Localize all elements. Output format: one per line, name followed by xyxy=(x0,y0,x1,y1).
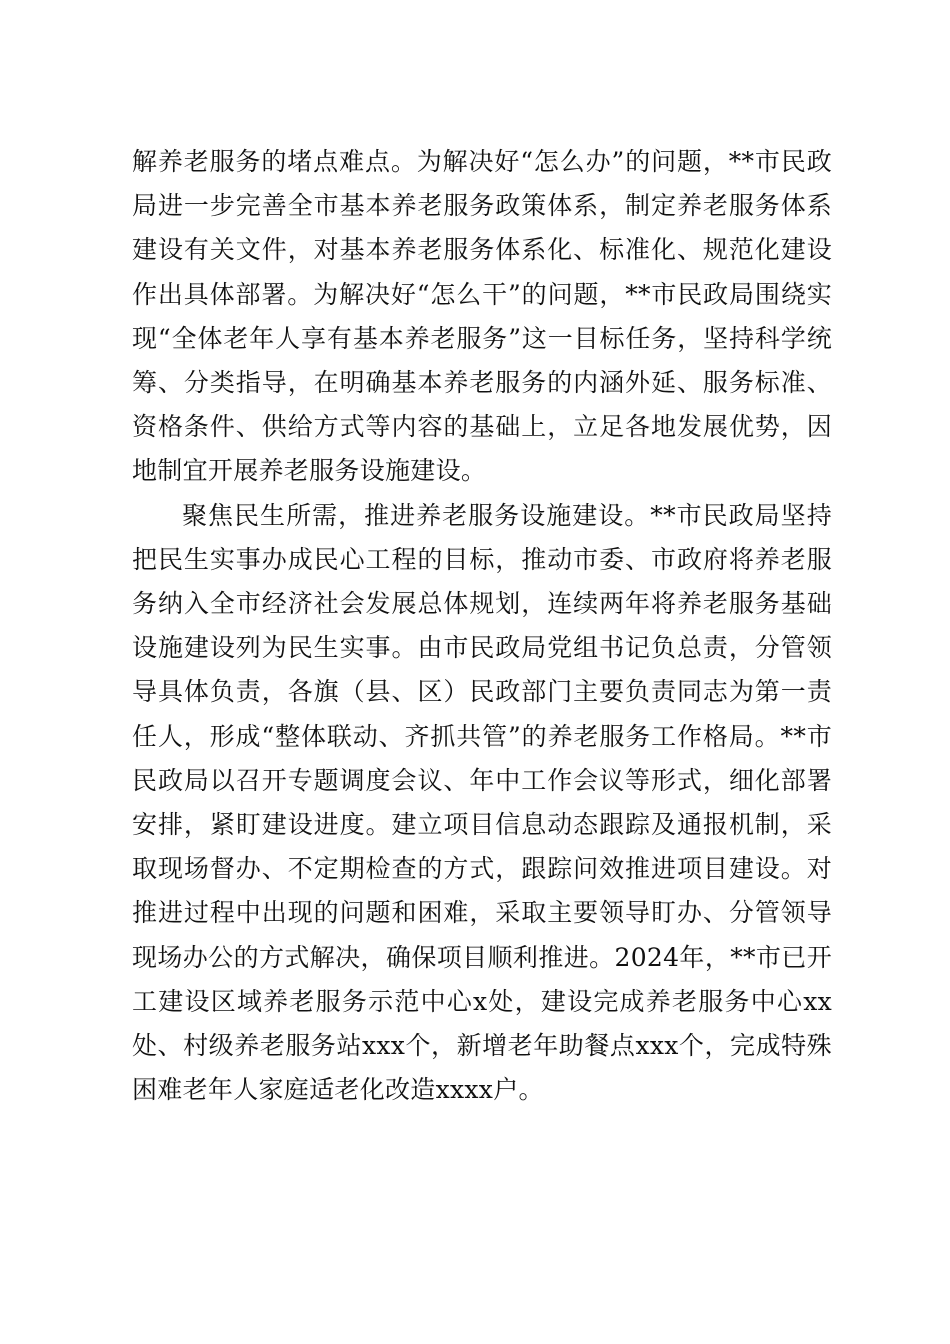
paragraph-continued: 解养老服务的堵点难点。为解决好“怎么办”的问题，**市民政局进一步完善全市基本养老服务政策体系，制定养老服务体系建设有关文件，对基本养老服务体系化、标准化、规范化建设作出具体部署。为解决好“怎么干”的问题，**市民政局围绕实现“全体老年人享有基本养老服务”这一目标任务，坚持科学统筹、分类指导，在明确基本养老服务的内涵外延、服务标准、资格条件、供给方式等内容的基础上，立足各地发展优势，因地制宜开展养老服务设施建设。 xyxy=(132,147,832,486)
paragraph-facility-construction: 聚焦民生所需，推进养老服务设施建设。**市民政局坚持把民生实事办成民心工程的目标，推动市委、市政府将养老服务纳入全市经济社会发展总体规划，连续两年将养老服务基础设施建设列为民生实事。由市民政局党组书记负总责，分管领导具体负责，各旗（县、区）民政部门主要负责同志为第一责任人，形成“整体联动、齐抓共管”的养老服务工作格局。**市民政局以召开专题调度会议、年中工作会议等形式，细化部署安排，紧盯建设进度。建立项目信息动态跟踪及通报机制，采取现场督办、不定期检查的方式，跟踪问效推进项目建设。对推进过程中出现的问题和困难，采取主要领导盯办、分管领导现场办公的方式解决，确保项目顺利推进。2024年，**市已开工建设区域养老服务示范中心x处，建设完成养老服务中心xx处、村级养老服务站xxx个，新增老年助餐点xxx个，完成特殊困难老年人家庭适老化改造xxxx户。 xyxy=(132,500,832,1105)
document-body xyxy=(132,140,832,1112)
